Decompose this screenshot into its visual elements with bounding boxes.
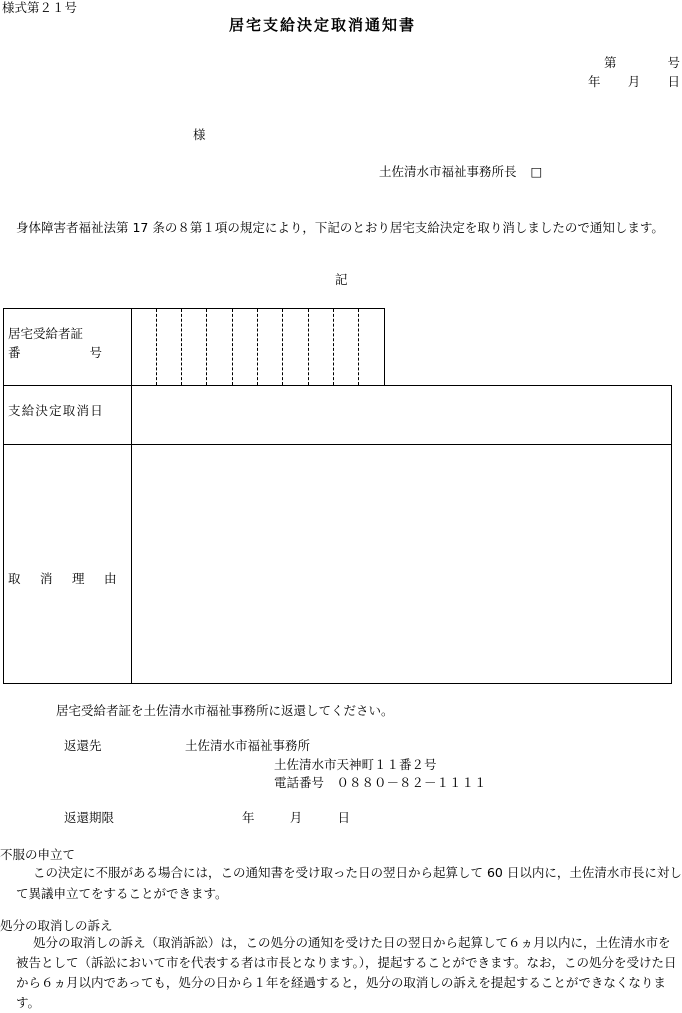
issuer — [379, 166, 542, 179]
row1-label-line1: 居宅受給者証 — [8, 326, 84, 341]
return-notice: 居宅受給者証を土佐清水市福祉事務所に返還してください。 — [56, 703, 394, 718]
body-text: 身体障害者福祉法第 17 条の８第１項の規定により，下記のとおり居宅支給決定を取り消しましたので通知します。 — [16, 220, 664, 235]
document-title: 居宅支給決定取消通知書 — [229, 16, 417, 34]
date-day: 日 — [667, 74, 680, 89]
deadline-day: 日 — [337, 810, 350, 825]
return-to-phone: 電話番号 ０８８０－８２－１１１１ — [274, 775, 487, 790]
issuer-name: 土佐清水市福祉事務所長 — [379, 164, 517, 179]
objection-text: この決定に不服がある場合には，この通知書を受け取った日の翌日から起算して 60 日以内に，土佐清水市長に対して異議申立てをすることができます。 — [16, 865, 682, 901]
cancellation-reason-field[interactable] — [131, 444, 672, 684]
return-to-label: 返還先 — [64, 738, 102, 753]
issue-date — [588, 76, 680, 89]
digit-divider — [232, 309, 233, 385]
deadline-month: 月 — [289, 810, 303, 825]
doc-number-suffix: 号 — [667, 55, 680, 70]
return-to-name: 土佐清水市福祉事務所 — [185, 738, 311, 753]
doc-number-prefix: 第 — [604, 55, 617, 70]
row1-label-go: 号 — [89, 345, 102, 360]
row3-label-cell — [3, 444, 132, 684]
issuer-seal: □ — [530, 164, 543, 179]
digit-divider — [156, 309, 157, 385]
date-year: 年 — [588, 74, 601, 89]
objection-heading: 不服の申立て — [0, 847, 76, 862]
row1-label-line2 — [8, 347, 102, 360]
recipient-suffix: 様 — [193, 127, 206, 142]
digit-divider — [358, 309, 359, 385]
digit-divider — [308, 309, 309, 385]
digit-divider — [333, 309, 334, 385]
lawsuit-heading: 処分の取消しの訴え — [0, 918, 113, 933]
return-to-address: 土佐清水市天神町１１番２号 — [274, 757, 437, 772]
date-month: 月 — [627, 74, 641, 89]
deadline-year: 年 — [242, 810, 255, 825]
deadline-date — [242, 812, 350, 825]
lawsuit-text: 処分の取消しの訴え（取消訴訟）は，この処分の通知を受けた日の翌日から起算して６ヵ月以内に，土佐清水市を被告として（訴訟において市を代表する者は市長となります。），提起することができます。なお，この処分を受けた日から６ヵ月以内であっても，処分の日から１年を経過すると，処分の取消しの訴えを提起することができなくなります。 — [16, 935, 677, 1010]
deadline-label: 返還期限 — [64, 810, 115, 825]
row2-label: 支給決定取消日 — [8, 403, 104, 418]
digit-divider — [181, 309, 182, 385]
form-number: 様式第２１号 — [2, 0, 78, 15]
ki-heading: 記 — [335, 272, 348, 287]
certificate-number-field[interactable] — [131, 308, 385, 386]
row1-label-ban: 番 — [8, 345, 21, 360]
row3-label: 取 消 理 由 — [8, 571, 121, 586]
digit-divider — [282, 309, 283, 385]
document-number — [604, 57, 680, 70]
digit-divider — [257, 309, 258, 385]
cancellation-date-field[interactable] — [131, 385, 672, 445]
digit-divider — [206, 309, 207, 385]
